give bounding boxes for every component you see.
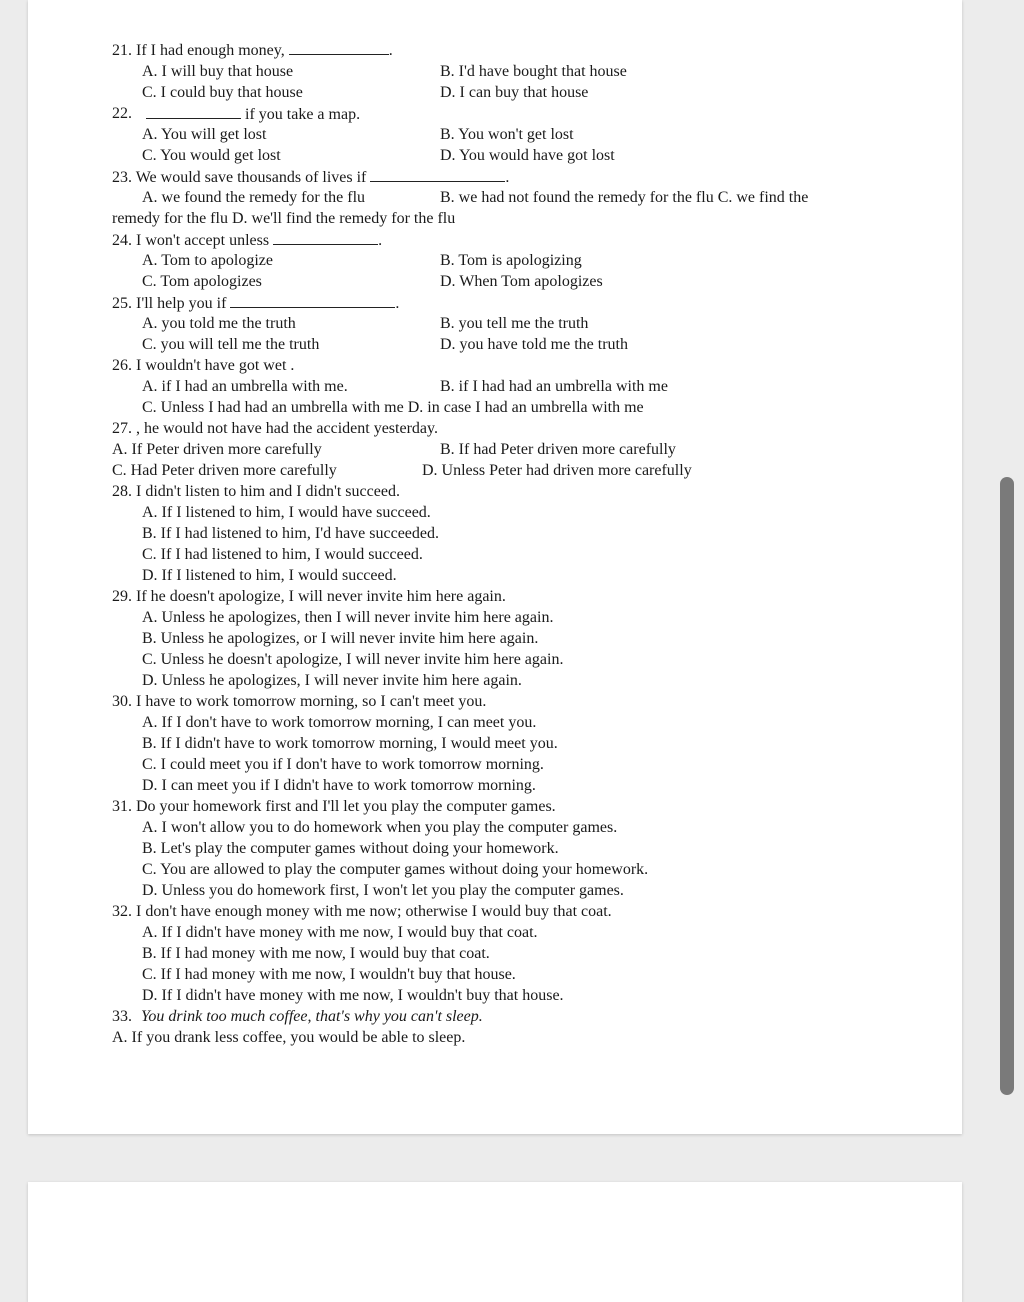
text-line: A. I will buy that house — [142, 63, 294, 80]
text-line: C. If I had listened to him, I would succeed. — [142, 546, 423, 563]
text-line: 26. I wouldn't have got wet . — [112, 357, 295, 374]
text-line: B. I'd have bought that house — [440, 63, 627, 80]
text-line: 23. We would save thousands of lives if . — [112, 169, 510, 186]
text-line: remedy for the flu D. we'll find the remedy for the flu — [112, 210, 456, 227]
text-line: D. you have told me the truth — [440, 336, 628, 353]
text-line: 24. I won't accept unless . — [112, 232, 383, 249]
text-line: C. I could buy that house — [142, 84, 303, 101]
text-line: B. If I had listened to him, I'd have succeeded. — [142, 525, 440, 542]
text-line: B. If I had money with me now, I would buy that coat. — [142, 945, 490, 962]
scrollbar[interactable] — [1000, 0, 1016, 1280]
text-line: A. If I don't have to work tomorrow morning, I can meet you. — [142, 714, 537, 731]
text-line: A. if I had an umbrella with me. — [142, 378, 348, 395]
text-line: D. When Tom apologizes — [440, 273, 603, 290]
text-line: A. we found the remedy for the flu — [142, 189, 366, 206]
text-line: D. Unless you do homework first, I won't let you play the computer games. — [142, 882, 624, 899]
text-line: C. Tom apologizes — [142, 273, 262, 290]
text-line: 25. I'll help you if . — [112, 295, 400, 312]
text-line: A. You will get lost — [142, 126, 267, 143]
text-line: B. if I had had an umbrella with me — [440, 378, 668, 395]
text-line: C. Unless he doesn't apologize, I will never invite him here again. — [142, 651, 564, 668]
text-line: B. you tell me the truth — [440, 315, 589, 332]
text-line: B. Tom is apologizing — [440, 252, 582, 269]
text-line: 28. I didn't listen to him and I didn't succeed. — [112, 483, 400, 500]
text-line: 21. If I had enough money, . — [112, 42, 393, 59]
text-line: B. You won't get lost — [440, 126, 574, 143]
text-line: D. Unless Peter had driven more carefully — [422, 462, 692, 479]
text-line: A. Unless he apologizes, then I will never invite him here again. — [142, 609, 554, 626]
text-line: C. If I had money with me now, I wouldn't buy that house. — [142, 966, 516, 983]
text-line: You drink too much coffee, that's why you can't sleep. — [141, 1008, 483, 1025]
next-document-page — [28, 1182, 962, 1302]
text-line: A. If you drank less coffee, you would be able to sleep. — [112, 1029, 466, 1046]
text-line: D. I can buy that house — [440, 84, 589, 101]
text-line: 27. , he would not have had the accident yesterday. — [112, 420, 438, 437]
text-line: A. you told me the truth — [142, 315, 296, 332]
text-line: D. If I didn't have money with me now, I wouldn't buy that house. — [142, 987, 564, 1004]
text-line: D. I can meet you if I didn't have to work tomorrow morning. — [142, 777, 536, 794]
text-line: D. Unless he apologizes, I will never invite him here again. — [142, 672, 522, 689]
text-line: B. Unless he apologizes, or I will never invite him here again. — [142, 630, 539, 647]
text-line: A. I won't allow you to do homework when you play the computer games. — [142, 819, 618, 836]
text-line: C. I could meet you if I don't have to work tomorrow morning. — [142, 756, 544, 773]
text-line: D. You would have got lost — [440, 147, 615, 164]
text-line: C. Unless I had had an umbrella with me D. in case I had an umbrella with me — [142, 399, 644, 416]
text-line: C. you will tell me the truth — [142, 336, 320, 353]
text-line: 29. If he doesn't apologize, I will never invite him here again. — [112, 588, 506, 605]
text-line: if you take a map. — [146, 104, 360, 125]
text-line: 31. Do your homework first and I'll let you play the computer games. — [112, 798, 556, 815]
text-line: 32. I don't have enough money with me now; otherwise I would buy that coat. — [112, 903, 612, 920]
text-line: A. Tom to apologize — [142, 252, 274, 269]
text-line: A. If Peter driven more carefully — [112, 441, 322, 458]
text-line: A. If I didn't have money with me now, I would buy that coat. — [142, 924, 538, 941]
text-line: 22. — [112, 105, 132, 122]
text-line: C. You would get lost — [142, 147, 281, 164]
text-line: A. If I listened to him, I would have succeed. — [142, 504, 431, 521]
text-line: B. If I didn't have to work tomorrow morning, I would meet you. — [142, 735, 558, 752]
scrollbar-thumb[interactable] — [1000, 477, 1014, 1095]
text-line: B. If had Peter driven more carefully — [440, 441, 676, 458]
text-line: C. You are allowed to play the computer games without doing your homework. — [142, 861, 649, 878]
text-line: B. we had not found the remedy for the flu C. we find the — [440, 189, 809, 206]
text-line: 30. I have to work tomorrow morning, so I can't meet you. — [112, 693, 487, 710]
text-line: B. Let's play the computer games without doing your homework. — [142, 840, 559, 857]
text-line: C. Had Peter driven more carefully — [112, 462, 337, 479]
text-line: 33. — [112, 1008, 132, 1025]
text-line: D. If I listened to him, I would succeed. — [142, 567, 397, 584]
